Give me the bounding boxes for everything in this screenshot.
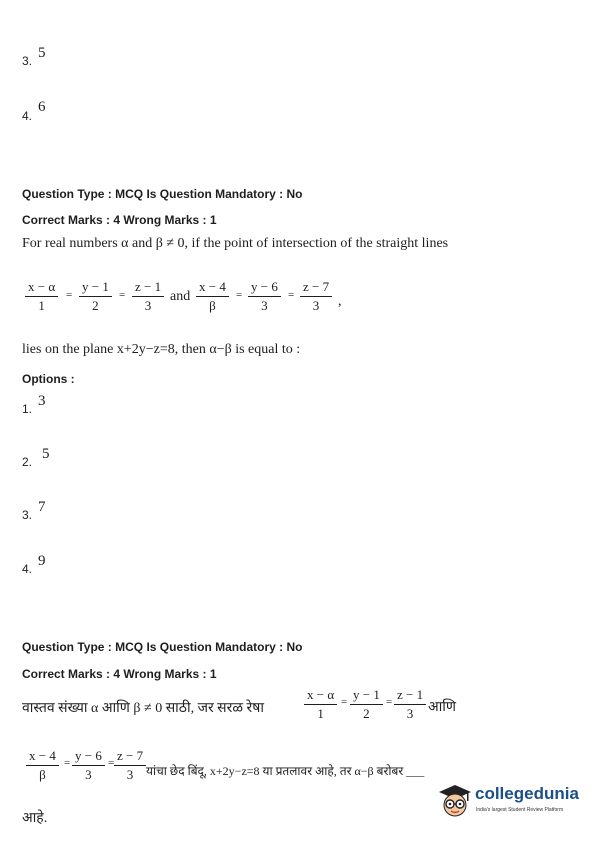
- q1-fraction: $\frac{y - 1}{2}$: [79, 280, 112, 313]
- prev-option-3-value: 5: [38, 45, 46, 61]
- q1-option-3-value: 7: [38, 499, 46, 515]
- q2-fraction: $\frac{x - \alpha}{1}$: [304, 688, 337, 721]
- q1-option-4-value: 9: [38, 553, 46, 569]
- q1-option-1-number: 1.: [22, 402, 33, 416]
- q1-and-word: and: [170, 289, 191, 304]
- logo-wordmark: collegedunia: [475, 784, 579, 803]
- q2-fraction: $\frac{z - 1}{3}$: [394, 688, 426, 721]
- q2-and-word: आणि: [428, 700, 457, 715]
- q1-option-4-number: 4.: [22, 562, 33, 576]
- q1-option-2-value: 5: [42, 446, 50, 462]
- q2-text-line3: आहे.: [22, 811, 48, 826]
- q1-text-line2: lies on the plane x+2y−z=8, then α−β is equal to :: [22, 342, 301, 357]
- q2-text-line1: वास्तव संख्या α आणि β ≠ 0 साठी, जर सरळ रेषा: [22, 701, 264, 716]
- equals-sign: =: [108, 757, 115, 769]
- equals-sign: =: [64, 757, 71, 769]
- q1-fraction: $\frac{y - 6}{3}$: [248, 280, 281, 313]
- q1-type-line: Question Type : MCQ Is Question Mandatory : No: [22, 187, 303, 201]
- q2-fraction: $\frac{y - 6}{3}$: [72, 749, 105, 782]
- prev-option-4-value: 6: [38, 99, 46, 115]
- q1-option-1-value: 3: [38, 393, 46, 409]
- q1-fraction: $\frac{z - 7}{3}$: [300, 280, 332, 313]
- q2-marks-line: Correct Marks : 4 Wrong Marks : 1: [22, 667, 217, 681]
- q1-text-line1: For real numbers α and β ≠ 0, if the point of intersection of the straight lines: [22, 236, 449, 251]
- equals-sign: =: [66, 289, 73, 301]
- equals-sign: =: [236, 289, 243, 301]
- prev-option-4-number: 4.: [22, 109, 33, 123]
- q1-fraction: $\frac{z - 1}{3}$: [132, 280, 164, 313]
- equals-sign: =: [386, 696, 393, 708]
- q2-fraction: $\frac{y - 1}{2}$: [350, 688, 383, 721]
- logo-tagline: India's largest Student Review Platform: [476, 807, 564, 813]
- q1-options-label: Options :: [22, 372, 75, 386]
- q2-fraction: $\frac{z - 7}{3}$: [114, 749, 146, 782]
- q1-fraction: $\frac{x - 4}{\beta}$: [196, 280, 229, 313]
- q1-fraction: $\frac{x - \alpha}{1}$: [25, 280, 58, 313]
- q1-comma: ,: [338, 294, 342, 309]
- equals-sign: =: [341, 696, 348, 708]
- q1-marks-line: Correct Marks : 4 Wrong Marks : 1: [22, 213, 217, 227]
- equals-sign: =: [288, 289, 295, 301]
- graduate-mascot-icon: [437, 783, 473, 819]
- collegedunia-logo: [437, 781, 587, 821]
- q2-type-line: Question Type : MCQ Is Question Mandatory : No: [22, 640, 303, 654]
- q2-text-line2: यांचा छेद बिंदू, x+2y−z=8 या प्रतलावर आहे, तर α−β बरोबर ___: [146, 764, 425, 778]
- prev-option-3-number: 3.: [22, 54, 33, 68]
- q2-fraction: $\frac{x - 4}{\beta}$: [26, 749, 59, 782]
- q1-option-2-number: 2.: [22, 455, 33, 469]
- q1-option-3-number: 3.: [22, 508, 33, 522]
- equals-sign: =: [119, 289, 126, 301]
